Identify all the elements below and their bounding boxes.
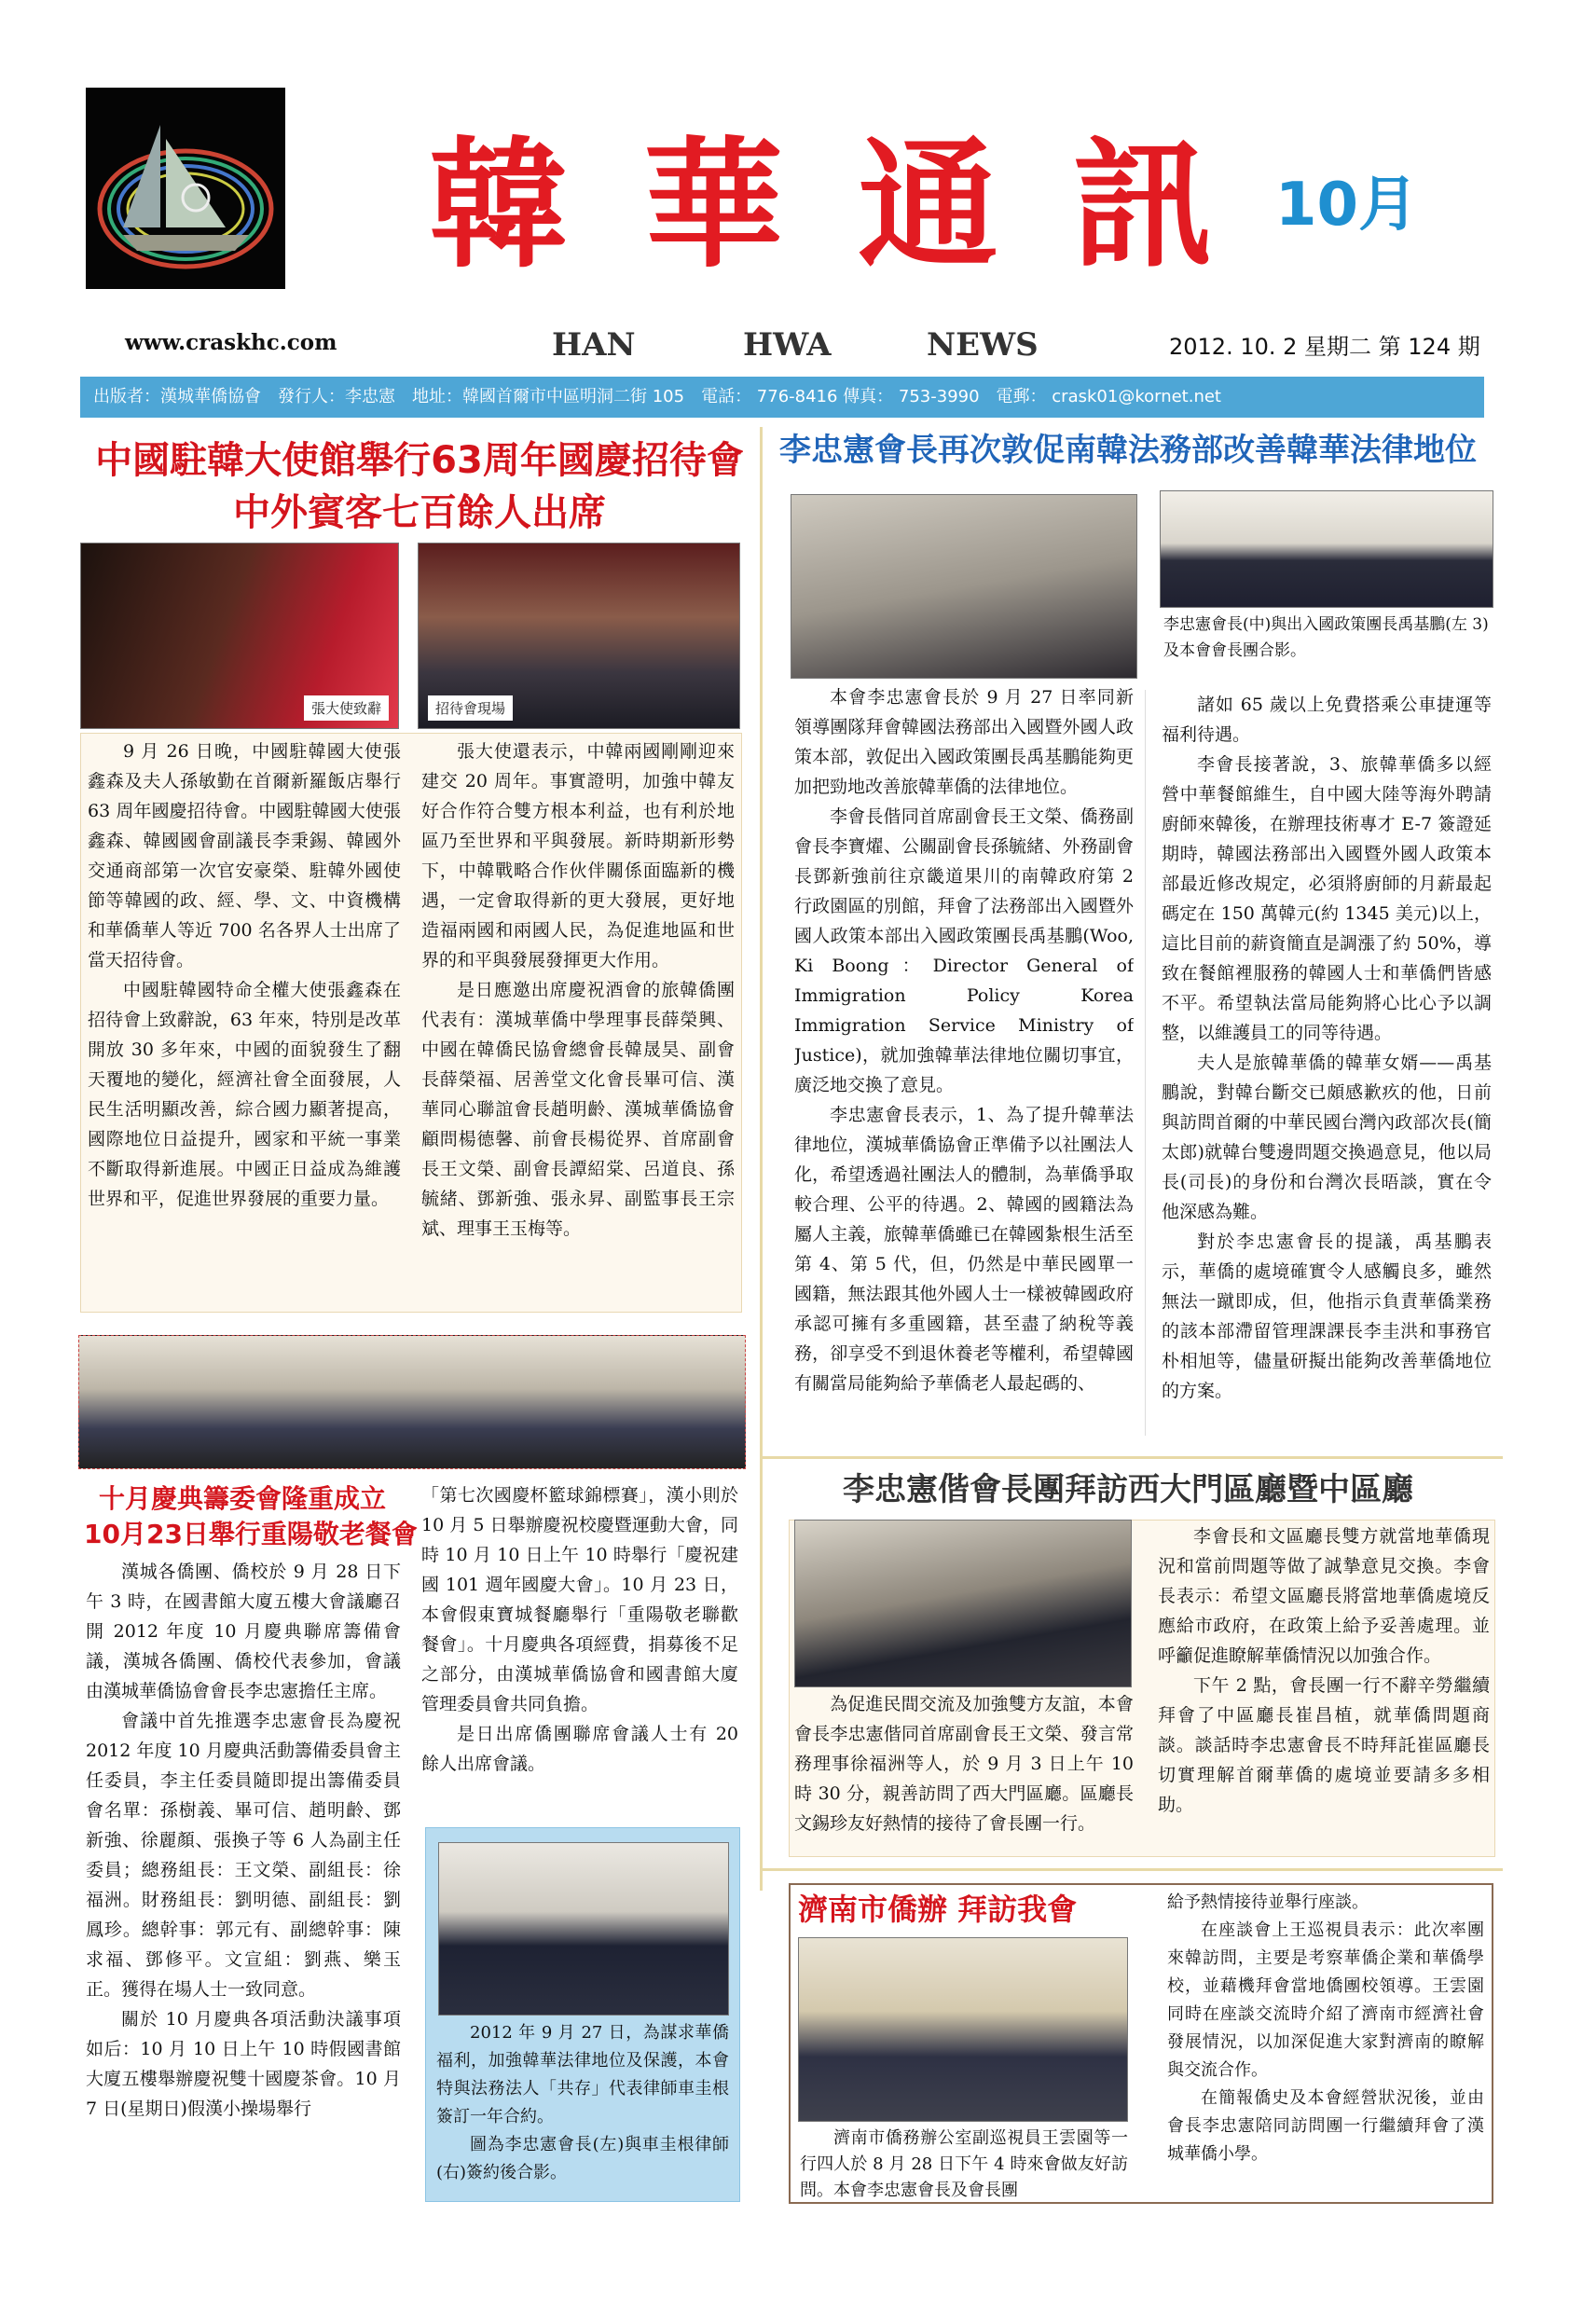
article2-photo-group <box>1160 490 1493 608</box>
article2-col1-para: 李會長偕同首席副會長王文榮、僑務副會長李寶燿、公關副會長孫毓緒、外務副會長鄧新強前往京畿道果川的南韓政府第 2 行政園區的別館，拜會了法務部出入國暨外國人政策本部出入國政策團長禹基鵬(Woo, Ki Boong：Director General of Immigration Policy Korea Immigration Service Ministry of Justice)，就加強韓華法律地位關切事宜，廣泛地交換了意見。 <box>794 806 1134 1095</box>
publisher-info-bar: 出版者：漢城華僑協會 發行人：李忠憲 地址：韓國首爾市中區明洞二街 105 電話： 776-8416 傳真： 753-3990 電郵： crask01@kornet.net <box>80 377 1484 418</box>
newspaper-title: 韓 華 通 訊 <box>429 123 1226 287</box>
article3-headline-line2: 10月23日舉行重陽敬老餐會 <box>84 1519 418 1549</box>
article1-col1-para: 中國駐韓國特命全權大使張鑫森在招待會上致辭說，63 年來，特別是改革開放 30 多年來，中國的面貌發生了翻天覆地的變化，經濟社會全面發展，人民生活明顯改善，綜合國力顯著提高，國際地位日益提升，國家和平統一事業不斷取得新進展。中國正日益成為維護世界和平，促進世界發展的重要力量。 <box>88 980 401 1209</box>
article5-right-para: 給予熱情接待並舉行座談。 <box>1167 1892 1369 1912</box>
article4-col2-para: 李會長和文區廳長雙方就當地華僑現況和當前問題等做了誠摯意見交換。李會長表示：希望文區廳長將當地華僑處境反應給市政府，在政策上給予妥善處理。並呼籲促進瞭解華僑情況以加強合作。 <box>1158 1526 1490 1666</box>
article2-column2 <box>1162 690 1492 1436</box>
article3-inset-caption <box>436 2019 729 2196</box>
article3-col2-para: 「第七次國慶杯籃球錦標賽」，漢小則於 10 月 5 日舉辦慶祝校慶暨運動大會，同時 10 月 10 日上午 10 時舉行「慶祝建國 101 週年國慶大會」。10 月 23 日，本會假東寶城餐廳舉行「重陽敬老聯歡餐會」。十月慶典各項經費，捐募後不足之部分，由漢城華僑協會和國書館大廈管理委員會共同負擔。 <box>421 1485 738 1714</box>
article1-column1 <box>88 736 401 1305</box>
article4-column1 <box>794 1689 1134 1853</box>
article3-inset-photo-contract <box>438 1842 729 2016</box>
article1-photo2-caption: 招待會現場 <box>428 695 513 721</box>
article4-col2-para: 下午 2 點，會長團一行不辭辛勞繼續拜會了中區廳長崔昌植，就華僑問題商談。談話時李忠憲會長不時拜託崔區廳長切實理解首爾華僑的處境並要請多多相助。 <box>1158 1675 1490 1815</box>
article2-col1-para: 李忠憲會長表示，1、為了提升韓華法律地位，漢城華僑協會正準備予以社團法人化，希望透過社團法人的體制，為華僑爭取較合理、公平的待遇。2、韓國的國籍法為屬人主義，旅韓華僑雖已在韓國紮根生活至第 4、第 5 代，但，仍然是中華民國單一國籍，無法跟其他外國人士一樣被韓國政府承認可擁有多重國籍，甚至盡了納稅等義務，卻享受不到退休養老等權利，希望韓國有關當局能夠給予華僑老人最起碼的、 <box>794 1105 1134 1394</box>
article3-col1-para: 會議中首先推選李忠憲會長為慶祝 2012 年度 10 月慶典活動籌備委員會主任委員，李主任委員隨即提出籌備委員會名單：孫樹義、畢可信、趙明齡、鄧新強、徐麗顏、張換子等 6 人為副主任委員；總務組長：王文榮、副組長：徐福洲。財務組長：劉明德、副組長：劉鳳珍。總幹事：郭元有、副總幹事：陳求福、鄧修平。文宣組：劉燕、樂玉正。獲得在場人士一致同意。 <box>86 1711 401 2000</box>
article4-headline: 李忠憲偕會長團拜訪西大門區廳暨中區廳 <box>843 1471 1413 1508</box>
article1-col1-para: 9 月 26 日晚，中國駐韓國大使張鑫森及夫人孫敏勤在首爾新羅飯店舉行 63 周年國慶招待會。中國駐韓國大使張鑫森、韓國國會副議長李秉錫、韓國外交通商部第一次官安豪榮、駐韓外國使節等韓國的政、經、學、文、中資機構和華僑華人等近 700 名各界人士出席了當天招待會。 <box>88 741 401 970</box>
article5-caption <box>800 2126 1128 2200</box>
column-divider <box>760 427 763 1891</box>
article4-column2 <box>1158 1521 1490 1853</box>
article1-photo-ambassador <box>80 543 399 729</box>
article3-headline-line1: 十月慶典籌委會隆重成立 <box>98 1483 386 1514</box>
article2-col1-para: 本會李忠憲會長於 9 月 27 日率同新領導團隊拜會韓國法務部出入國暨外國人政策本部，敦促出入國政策團長禹基鵬能夠更加把勁地改善旅韓華僑的法律地位。 <box>794 687 1134 797</box>
section-divider <box>763 1868 1503 1871</box>
english-name-hwa: HWA <box>743 326 832 364</box>
article5-right-para: 在座談會上王巡視員表示：此次率團來韓訪問，主要是考察華僑企業和華僑學校，並藉機拜會當地僑團校領導。王雲園同時在座談交流時介紹了濟南市經濟社會發展情況，以加深促進大家對濟南的瞭解與交流合作。 <box>1167 1920 1484 2080</box>
article1-headline-line1: 中國駐韓大使館舉行63周年國慶招待會 <box>95 439 744 482</box>
article4-photo-visit <box>794 1520 1132 1687</box>
article2-col2-para: 夫人是旅韓華僑的韓華女婿——禹基鵬說，對韓台斷交已頗感歉疚的他，日前與訪問首爾的中華民國台灣內政部次長(簡太郎)就韓台雙邊問題交換過意見，他以局長(司長)的身份和台灣次長晤談，實在令他深感為難。 <box>1162 1053 1492 1222</box>
article3-col1-para: 漢城各僑團、僑校於 9 月 28 日下午 3 時，在國書館大廈五樓大會議廳召開 2012 年度 10 月慶典聯席籌備會議，漢城各僑團、僑校代表參加，會議由漢城華僑協會會長李忠憲擔任主席。 <box>86 1562 401 1701</box>
article5-photo-group <box>798 1937 1128 2122</box>
article1-col2-para: 張大使還表示，中韓兩國剛剛迎來建交 20 周年。事實證明，加強中韓友好合作符合雙方根本利益，也有利於地區乃至世界和平與發展。新時期新形勢下，中韓戰略合作伙伴關係面臨新的機遇，一定會取得新的更大發展，更好地造福兩國和兩國人民，為促進地區和世界的和平與發展發揮更大作用。 <box>421 741 735 970</box>
article3-column2 <box>421 1480 738 1820</box>
article3-inset-caption-para: 圖為李忠憲會長(左)與車圭根律師(右)簽約後合影。 <box>436 2135 729 2182</box>
article5-headline: 濟南市僑辦 拜訪我會 <box>798 1892 1078 1927</box>
article4-col1-para: 為促進民間交流及加強雙方友誼，本會會長李忠憲偕同首席副會長王文榮、發言常務理事徐福洲等人，於 9 月 3 日上午 10 時 30 分，親善訪問了西大門區廳。區廳長文錫珍友好熱情的接待了會長團一行。 <box>794 1694 1134 1834</box>
article2-photo-caption: 李忠憲會長(中)與出入國政策團長禹基鵬(左 3)及本會會長團合影。 <box>1163 615 1489 660</box>
article2-col2-para: 李會長接著說，3、旅韓華僑多以經營中華餐館維生，自中國大陸等海外聘請廚師來韓後，在辦理技術專才 E-7 簽證延期時，韓國法務部出入國暨外國人政策本部最近修改規定，必須將廚師的月薪最起碼定在 150 萬韓元(約 1345 美元)以上，這比目前的薪資簡直是調漲了約 50%，導致在餐館裡服務的韓國人士和華僑們皆感不平。希望執法當局能夠將心比心予以調整，以維護員工的同等待遇。 <box>1162 754 1492 1043</box>
column-divider <box>1145 690 1146 1436</box>
article1-headline-line2: 中外賓客七百餘人出席 <box>233 491 606 534</box>
article2-col2-para: 對於李忠憲會長的提議，禹基鵬表示，華僑的處境確實令人感觸良多，雖然無法一蹴即成，但，他指示負責華僑業務的該本部滯留管理課課長李圭洪和事務官朴相旭等，儘量研擬出能夠改善華僑地位的方案。 <box>1162 1232 1492 1401</box>
article2-photo-meeting <box>791 494 1137 679</box>
article3-col2-para: 是日出席僑團聯席會議人士有 20 餘人出席會議。 <box>421 1724 738 1774</box>
article5-right-para: 在簡報僑史及本會經營狀況後，並由會長李忠憲陪同訪問團一行繼續拜會了漢城華僑小學。 <box>1167 2088 1484 2164</box>
article2-col2-para: 諸如 65 歲以上免費搭乘公車捷運等福利待遇。 <box>1162 695 1492 745</box>
article5-right-column <box>1167 1889 1484 2198</box>
article2-column1 <box>794 682 1134 1445</box>
article3-photo-committee <box>78 1335 746 1469</box>
issue-date: 2012. 10. 2 星期二 第 124 期 <box>1169 334 1480 360</box>
article3-inset-caption-para: 2012 年 9 月 27 日，為謀求華僑福利，加強韓華法律地位及保護，本會特與法務法人「共存」代表律師車圭根簽訂一年合約。 <box>436 2023 729 2126</box>
issue-month: 10月 <box>1275 171 1419 240</box>
english-name-han: HAN <box>552 326 636 364</box>
association-logo <box>86 88 285 289</box>
article1-column2 <box>421 736 735 1305</box>
website-link[interactable]: www.craskhc.com <box>125 330 337 355</box>
section-divider <box>763 1456 1503 1459</box>
article5-caption-para: 濟南市僑務辦公室副巡視員王雲園等一行四人於 8 月 28 日下午 4 時來會做友好訪問。本會李忠憲會長及會長團 <box>800 2128 1128 2200</box>
article1-photo-reception <box>418 543 740 729</box>
article2-headline: 李忠憲會長再次敦促南韓法務部改善韓華法律地位 <box>779 432 1477 469</box>
article1-col2-para: 是日應邀出席慶祝酒會的旅韓僑團代表有：漢城華僑中學理事長薛榮興、中國在韓僑民協會總會長韓晟昊、副會長薛榮福、居善堂文化會長畢可信、漢華同心聯誼會長趙明齡、漢城華僑協會顧問楊德馨、前會長楊從界、首席副會長王文榮、副會長譚紹棠、呂道良、孫毓緒、鄧新強、張永昇、副監事長王宗斌、理事王玉梅等。 <box>421 980 735 1239</box>
article1-photo1-caption: 張大使致辭 <box>304 695 389 721</box>
english-name-news: NEWS <box>927 326 1039 364</box>
article3-col1-para: 關於 10 月慶典各項活動決議事項如后：10 月 10 日上午 10 時假國書館大廈五樓舉辦慶祝雙十國慶茶會。10 月 7 日(星期日)假漢小操場舉行 <box>86 2009 401 2119</box>
article3-column1 <box>86 1557 401 2198</box>
